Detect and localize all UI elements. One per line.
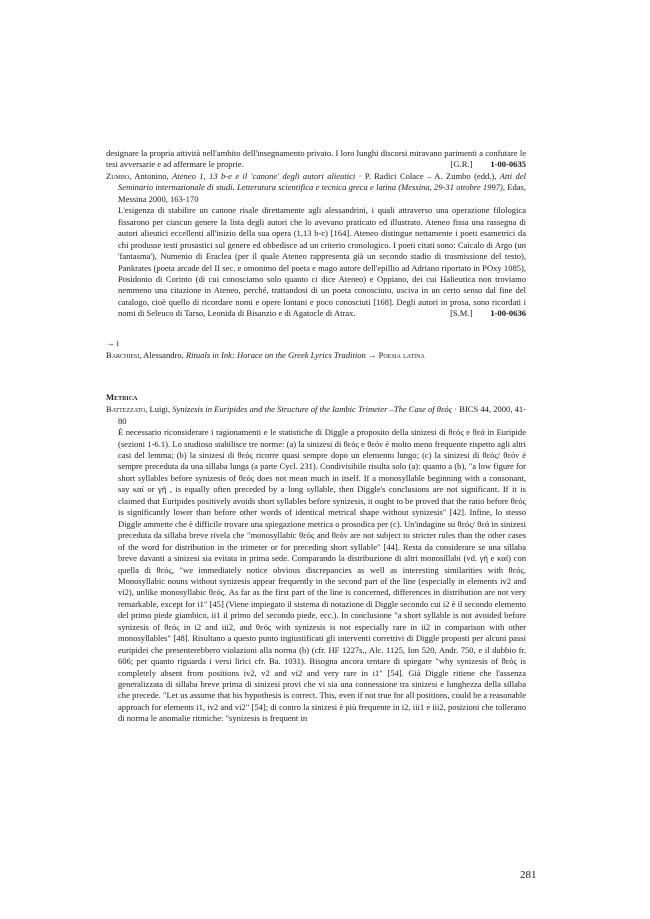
previous-entry-text: designare la propria attività nell'ambito dell'insegnamento privato. I loro lunghi discorsi miravano parimenti a confutare le tesi avversarie e ad affermare le proprie.: [106, 148, 526, 170]
page-body: [106, 148, 526, 725]
crossref-title: Rituals in Ink: Horace on the Greek Lyrics Tradition: [185, 350, 366, 361]
entry-code: 1-00-0636: [490, 308, 526, 319]
entry-title: Synizesis in Euripides and the Structure of the Iambic Trimeter –The Case of θεός: [172, 404, 453, 415]
entry-author-forename: Luigi,: [147, 404, 173, 415]
bibliographic-entry-battezzato: [106, 404, 526, 427]
bibliographic-entry-zumbo: [106, 171, 526, 205]
previous-entry-initials: [G.R.]: [450, 159, 473, 170]
entry-publication: , Edas, Messina 2000, 163-170: [118, 182, 526, 204]
crossref-author: Barchiesi,: [106, 350, 142, 361]
section-heading: Metrica: [106, 391, 138, 402]
crossref-target: → Poesia latina: [365, 350, 425, 361]
previous-entry-reference: [451, 159, 526, 170]
entry-publication: · BICS 44, 2000, 41-80: [118, 404, 526, 426]
entry-initials: [S.M.]: [450, 308, 473, 319]
entry-abstract-zumbo: [106, 205, 526, 320]
entry-author-forename: Antonino,: [131, 170, 173, 181]
previous-entry: [106, 148, 526, 171]
previous-entry-code: 1-00-0635: [490, 159, 526, 170]
entry-reference: [450, 308, 526, 319]
entry-abstract-battezzato: È necessario riconsiderare i ragionamenti e le statistiche di Diggle a proposito della sinizesi di θεός e θεά in Euripide (sezioni 1-6.1). Lo studioso stabilisce tre norme: (a) la sinizesi di θεός e θεόν è molto meno frequente rispetto agli altri casi del lemma; (b) la sinizesi di θεός ricorre quasi sempre dopo un elemento lungo; (c) la sinizesi di θεός/ θεόν è sempre preceduta da una sillaba lunga (a parte Cycl. 231). Condivisibile risulta solo (a): quanto a (b), "a low figure for short syllables before synizesis of θεός does not mean much in itself. If a monosyllable beginning with a consonant, say καί or γῆ , is equally often preceded by a long syllable, then Diggle's conclusions are not significant. If it is claimed that Euripides positively avoids short syllables before synizesis, it ought to be proved that the ratio before θεός is significantly lower than before other words of identical metrical shape without synizesis" [42]. Infine, lo stesso Diggle ammette che è difficile trovare una spiegazione metrica o prosodica per (c). Un'indagine su θεός/ θεά in sinizesi preceduta da sillaba breve rivela che "monosyllabic θεός and θεόν are not subject to stricter rules than the other cases of the word for distribution in the trimeter or for preceding short syllable" [44]. Resta da considerare se una sillaba breve davanti a sinizesi sia evitata in prima sede. Comparando la distribuzione di altri monosillabi (vd. γῆ e καί) con quella di θεός, "we immediately notice obvious discrepancies as well as interesting similarities with θεός. Monosyllabic nouns without synizesis appear frequently in the second part of the line (especially in elements iv2 and vi2), unlike monosyllabic θεός. As far as the first part of the line is concerned, differences in distribution are not very remarkable, except for i1" [45] (Viene impiegato il sistema di notazione di Diggle secondo cui i2 è il secondo elemento del primo piede giambico, ii1 il primo del secondo piede, ecc.). In conclusione "a short syllable is not avoided before synizesis of θεός in i2 and iii2, and θεός with synizesis is not especially rare in ii2 in comparison with other monosyllables" [48]. Risultano a questo punto ingiustificati gli interventi correttivi di Diggle proposti per alcuni passi euripidei che presenterebbero violazioni alla norma (b) (cfr. HF 1227s., Alc. 1125, Ion 520, Andr. 750, e il dubbio fr. 606; per quanto riguarda i versi lirici cfr. Ba. 1031). Bisogna ancora tentare di spiegare "why synizesis of θεός is completely absent from positions iv2, v2 and vi2 and very rare in i1" [54]. Già Diggle ritiene che l'assenza generalizzata di sillaba breve prima di sinizesi provi che vi sia una connessione tra sinizesi e lunghezza della sillaba che precede. "Let us assume that his hypothesis is correct. This, even if not true for all positions, could be a reasonable approach for elements i1, iv2 and vi2" [54]; di contro la sinizesi è più frequente in i2, iii1 e iii2, posizioni che tollerano di norma le anomalie ritmiche: "synizesis is frequent in: [118, 427, 526, 724]
abstract-text: L'esigenza di stabilire un canone risale direttamente agli alessandrini, i quali attraverso una operazione filologica fissarono per ciascun genere la lista degli autori che lo avevano praticato ed illustrato. Ateneo fissa una rassegna di autori alieutici eccellenti all'inizio della sua opera (1,13 b-c) [164]. Ateneo distingue nettamente i poeti esametrici da chi produsse testi prosastici sul genere ed obbedisce ad un criterio cronologico. I poeti citati sono: Caicalo di Argo (un 'fantasma'), Numenio di Eraclea (per il quale Ateneo rappresenta già un secondo stadio di trasmissione del testo), Pankrates (poeta arcade del II sec. e omonimo del poeta e mago autore dell'epillio ad Adriano riportato in POxy 1085), Posidonio di Corinto (di cui conosciamo solo quanto ci dice Ateneo) e Oppiano, dei cui Halieutica non troviamo nemmeno una citazione in Ateneo, perché, trattandosi di un poeta conosciuto, usciva in un certo senso dal fine del catalogo, cioè quello di ricordare nomi e opere lontani e poco conosciuti [168]. Degli autori in prosa, sono ricordati i nomi di Seleuco di Tarso, Leonida di Bisanzio e di Agatocle di Atrax.: [118, 205, 526, 319]
entry-author: Zumbo,: [106, 170, 132, 181]
crossref-entry-barchiesi: [106, 350, 526, 361]
crossref-author-forename: Alessandro,: [141, 350, 186, 361]
page-number: 281: [520, 869, 537, 881]
crossref-arrow: → i: [106, 337, 120, 348]
entry-title: Ateneo 1, 13 b-e e il 'canone' degli autori alieutici: [172, 170, 356, 181]
entry-author: Battezzato,: [106, 404, 148, 415]
entry-book-title: Atti del Seminario internazionale di studi. Letteratura scientifica e tecnica greca e latina (Messina, 29-31 ottobre 1997): [118, 170, 526, 193]
entry-editors: · P. Radici Colace – A. Zumbo (edd.),: [355, 170, 500, 181]
